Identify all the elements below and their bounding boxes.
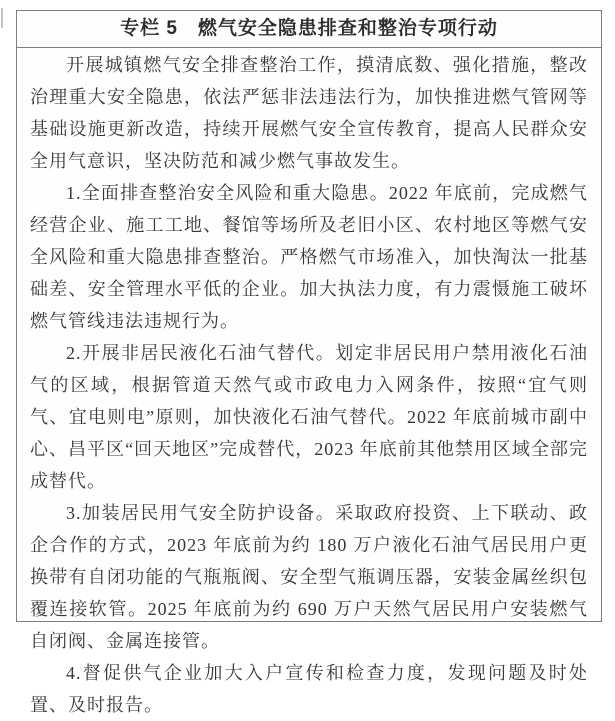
- paragraph-item-3: 3.加装居民用气安全防护设备。采取政府投资、上下联动、政企合作的方式，2023 年底前为约 180 万户液化石油气居民用户更换带有自闭功能的气瓶瓶阀、安全型气瓶调压器，安装金属丝织包覆连接软管。2025 年底前为约 690 万户天然气居民用户安装燃气自闭阀、金属连接管。: [30, 503, 588, 651]
- paragraph-item-2: 2.开展非居民液化石油气替代。划定非居民用户禁用液化石油气的区域，根据管道天然气或市政电力入网条件，按照“宜气则气、宜电则电”原则，加快液化石油气替代。2022 年底前城市副中心、昌平区“回天地区”完成替代，2023 年底前其他禁用区域全部完成替代。: [30, 343, 588, 491]
- paragraph-item-1: 1.全面排查整治安全风险和重大隐患。2022 年底前，完成燃气经营企业、施工工地、餐馆等场所及老旧小区、农村地区等燃气安全风险和重大隐患排查整治。严格燃气市场准入，加快淘汰一批基础差、安全管理水平低的企业。加大执法力度，有力震慑施工破坏燃气管线违法违规行为。: [30, 183, 588, 331]
- panel-body: [17, 48, 601, 721]
- column-panel: [16, 10, 602, 715]
- panel-title: 专栏 5 燃气安全隐患排查和整治专项行动: [17, 11, 601, 48]
- scan-artifact: [1, 8, 3, 28]
- paragraph-item-4: 4.督促供气企业加大入户宣传和检查力度，发现问题及时处置、及时报告。: [30, 663, 588, 715]
- paragraph-intro: 开展城镇燃气安全排查整治工作，摸清底数、强化措施，整改治理重大安全隐患，依法严惩非法违法行为，加快推进燃气管网等基础设施更新改造，持续开展燃气安全宣传教育，提高人民群众安全用气意识，坚决防范和减少燃气事故发生。: [30, 55, 588, 171]
